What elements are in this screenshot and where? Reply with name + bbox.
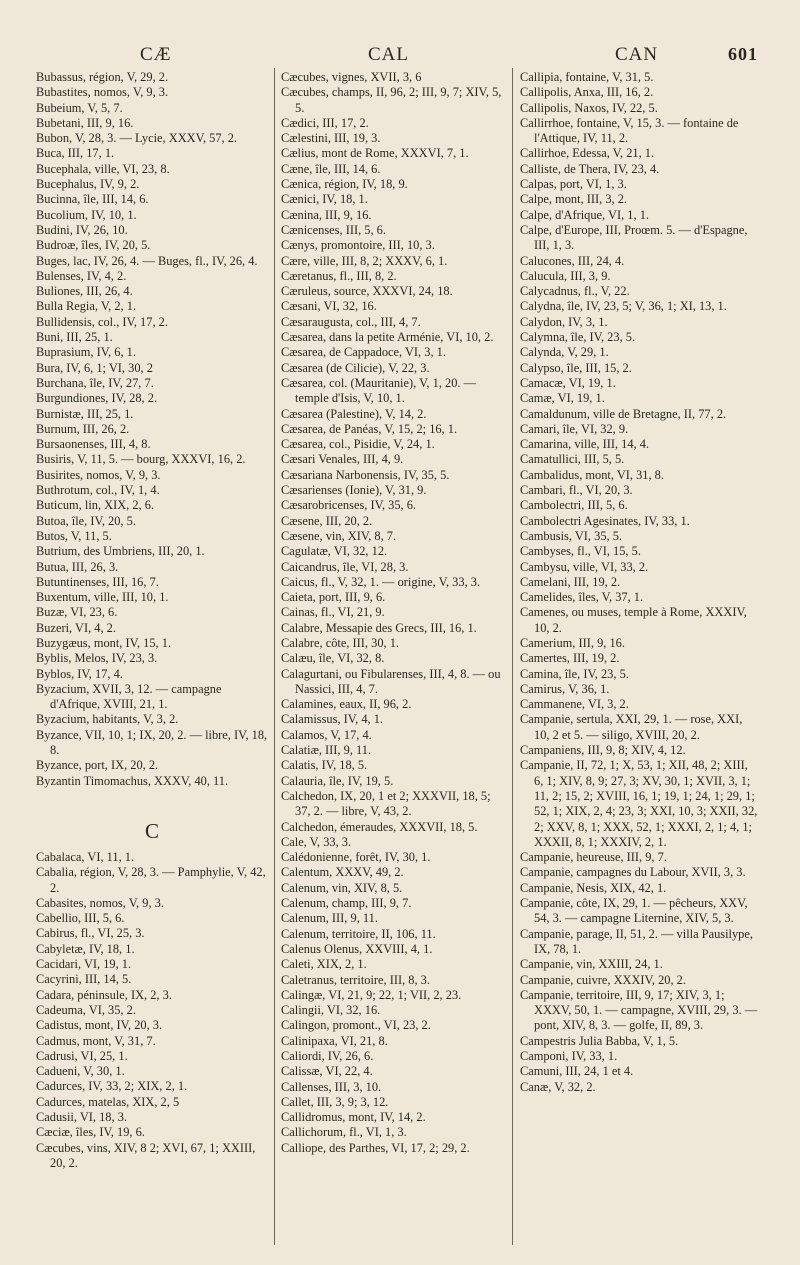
index-entry: Buges, lac, IV, 26, 4. — Buges, fl., IV, 26, 4. <box>36 253 258 268</box>
index-entry: Calatis, IV, 18, 5. <box>281 758 368 773</box>
index-entry: Camponi, IV, 33, 1. <box>520 1049 618 1063</box>
index-entry: Calpe, d'Afrique, VI, 1, 1. <box>520 207 649 222</box>
index-entry: Cacyrini, III, 14, 5. <box>36 972 132 987</box>
index-entry: Cæsarea, col. (Mauritanie), V, 1, 20. — temple d'Isis, V, 10, 1. <box>281 375 480 406</box>
index-entry: Cænina, III, 9, 16. <box>281 207 372 222</box>
index-entry: Caicandrus, île, VI, 28, 3. <box>281 559 409 574</box>
index-entry: Cæsariana Narbonensis, IV, 35, 5. <box>281 467 450 482</box>
index-entry: Cæsarea (de Cilicie), V, 22, 3. <box>281 360 430 375</box>
index-entry: Calingii, VI, 32, 16. <box>281 1003 381 1018</box>
index-entry: Camertes, III, 19, 2. <box>520 651 620 666</box>
index-entry: Caliordi, IV, 26, 6. <box>281 1049 374 1063</box>
index-entry: Camenes, ou muses, temple à Rome, XXXIV, 10, 2. <box>520 605 751 635</box>
index-entry: Cadueni, V, 30, 1. <box>36 1064 125 1079</box>
index-entry: Buprasium, IV, 6, 1. <box>36 345 136 360</box>
index-entry: Cære, ville, III, 8, 2; XXXV, 6, 1. <box>281 253 448 268</box>
index-entry: Bubeium, V, 5, 7. <box>36 100 123 115</box>
index-entry: Cæsaraugusta, col., III, 4, 7. <box>281 314 421 329</box>
index-entry: Camarina, ville, III, 14, 4. <box>520 437 650 452</box>
index-entry: Callichorum, fl., VI, 1, 3. <box>281 1125 407 1140</box>
index-entry: Buxentum, ville, III, 10, 1. <box>36 590 169 605</box>
index-entry: Burnistæ, III, 25, 1. <box>36 406 134 421</box>
index-entry: Cadusii, VI, 18, 3. <box>36 1110 127 1124</box>
index-column-1 <box>36 70 271 1255</box>
index-entry: Cæsarea (Palestine), V, 14, 2. <box>281 406 427 421</box>
index-entry: Cæcubes, vignes, XVII, 3, 6 <box>281 70 422 84</box>
index-entry: Calingon, promont., VI, 23, 2. <box>281 1018 431 1033</box>
index-entry: Bucephalus, IV, 9, 2. <box>36 177 140 192</box>
index-entry: Calenum, champ, III, 9, 7. <box>281 896 412 911</box>
index-entry: Cælius, mont de Rome, XXXVI, 7, 1. <box>281 146 469 161</box>
column-divider <box>512 68 513 1245</box>
index-entry: Calabre, côte, III, 30, 1. <box>281 635 400 650</box>
index-entry: Calpas, port, VI, 1, 3. <box>520 177 627 192</box>
index-entry: Byblis, Melos, IV, 23, 3. <box>36 651 158 666</box>
index-entry: Cæruleus, source, XXXVI, 24, 18. <box>281 284 453 299</box>
index-entry: Calpe, d'Europe, III, Proœm. 5. — d'Espagne, III, 1, 3. <box>520 222 751 253</box>
index-entry: Calpe, mont, III, 3, 2. <box>520 192 628 207</box>
index-entry: Byzance, VII, 10, 1; IX, 20, 2. — libre, IV, 18, 8. <box>36 727 271 758</box>
index-entry: Cæcubes, champs, II, 96, 2; III, 9, 7; XIV, 5, 5. <box>281 85 505 115</box>
index-entry: Camæ, VI, 19, 1. <box>520 391 605 406</box>
index-entry: Bubastites, nomos, V, 9, 3. <box>36 85 169 100</box>
index-entry: Buticum, lin, XIX, 2, 6. <box>36 498 155 513</box>
index-entry: Caleti, XIX, 2, 1. <box>281 957 367 972</box>
index-entry: Calymna, île, IV, 23, 5. <box>520 330 636 345</box>
index-entry: Calenum, vin, XIV, 8, 5. <box>281 880 403 895</box>
index-entry: Camuni, III, 24, 1 et 4. <box>520 1064 634 1079</box>
index-entry: Bubetani, III, 9, 16. <box>36 115 134 130</box>
index-entry: Campanie, côte, IX, 29, 1. — pêcheurs, XXV, 54, 3. — campagne Liternine, XIV, 5, 3. <box>520 896 751 926</box>
index-entry: Calenus Olenus, XXVIII, 4, 1. <box>281 941 433 956</box>
index-entry: Cabyletæ, IV, 18, 1. <box>36 941 135 956</box>
column-divider <box>274 68 275 1245</box>
index-entry: Callipolis, Naxos, IV, 22, 5. <box>520 100 658 115</box>
index-entry: Camelides, îles, V, 37, 1. <box>520 590 644 605</box>
index-entry: Bulla Regia, V, 2, 1. <box>36 299 137 314</box>
index-entry: Buliones, III, 26, 4. <box>36 284 133 299</box>
index-entry: Campaniens, III, 9, 8; XIV, 4, 12. <box>520 743 686 758</box>
index-entry: Cæretanus, fl., III, 8, 2. <box>281 268 397 283</box>
index-entry: Cacidari, VI, 19, 1. <box>36 957 132 972</box>
index-entry: Camina, île, IV, 23, 5. <box>520 666 629 681</box>
index-entry: Bulenses, IV, 4, 2. <box>36 268 127 283</box>
index-entry: Calenum, III, 9, 11. <box>281 911 378 926</box>
index-entry: Camelani, III, 19, 2. <box>520 574 621 589</box>
index-entry: Cæsarobricenses, IV, 35, 6. <box>281 498 417 513</box>
index-entry: Buzeri, VI, 4, 2. <box>36 620 116 635</box>
index-entry: Calypso, île, III, 15, 2. <box>520 360 632 375</box>
index-entry: Buca, III, 17, 1. <box>36 146 115 161</box>
index-entry: Campanie, parage, II, 51, 2. — villa Pausilype, IX, 78, 1. <box>520 926 757 956</box>
index-entry: Calynda, V, 29, 1. <box>520 345 609 360</box>
index-entry: Calamissus, IV, 4, 1. <box>281 712 383 727</box>
index-entry: Calédonienne, forêt, IV, 30, 1. <box>281 850 431 865</box>
index-entry: Camerium, III, 9, 16. <box>520 635 625 650</box>
index-entry: Cæsari Venales, III, 4, 9. <box>281 452 404 467</box>
index-entry: Byzantin Timomachus, XXXV, 40, 11. <box>36 773 229 788</box>
index-entry: Calabre, Messapie des Grecs, III, 16, 1. <box>281 620 477 635</box>
index-entry: Bursaonenses, III, 4, 8. <box>36 437 151 452</box>
index-column-2 <box>281 70 505 1255</box>
index-entry: Bucolium, IV, 10, 1. <box>36 207 137 222</box>
index-entry: Cagulatæ, VI, 32, 12. <box>281 544 388 559</box>
index-entry: Calissæ, VI, 22, 4. <box>281 1064 373 1079</box>
index-entry: Busirites, nomos, V, 9, 3. <box>36 467 161 482</box>
index-entry: Calauria, île, IV, 19, 5. <box>281 773 394 788</box>
index-entry: Calenum, territoire, II, 106, 11. <box>281 926 436 941</box>
index-entry: Calingæ, VI, 21, 9; 22, 1; VII, 2, 23. <box>281 987 462 1002</box>
index-entry: Calliste, de Thera, IV, 23, 4. <box>520 161 660 176</box>
index-entry: Cæciæ, îles, IV, 19, 6. <box>36 1125 145 1140</box>
index-entry: Buthrotum, col., IV, 1, 4. <box>36 483 160 498</box>
index-entry: Cæsarea, dans la petite Arménie, VI, 10, 2. <box>281 330 494 345</box>
index-entry: Campestris Julia Babba, V, 1, 5. <box>520 1033 679 1048</box>
index-entry: Cænici, IV, 18, 1. <box>281 192 368 207</box>
index-entry: Cabellio, III, 5, 6. <box>36 911 125 926</box>
index-entry: Cæcubes, vins, XIV, 8 2; XVI, 67, 1; XXIII, 20, 2. <box>36 1140 259 1170</box>
index-entry: Cænicenses, III, 5, 6. <box>281 222 386 237</box>
index-entry: Cadurces, matelas, XIX, 2, 5 <box>36 1094 180 1109</box>
index-entry: Caieta, port, III, 9, 6. <box>281 590 386 605</box>
index-column-3 <box>520 70 760 1255</box>
index-entry: Cainas, fl., VI, 21, 9. <box>281 605 385 620</box>
index-entry: Bullidensis, col., IV, 17, 2. <box>36 314 168 329</box>
index-entry: Calentum, XXXV, 49, 2. <box>281 865 404 880</box>
index-entry: Butuntinenses, III, 16, 7. <box>36 574 159 589</box>
index-entry: Camirus, V, 36, 1. <box>520 681 610 696</box>
index-entry: Cadara, péninsule, IX, 2, 3. <box>36 987 172 1002</box>
index-entry: Camaldunum, ville de Bretagne, II, 77, 2. <box>520 406 727 421</box>
index-entry: Cænica, région, IV, 18, 9. <box>281 177 408 192</box>
index-entry: Calucula, III, 3, 9. <box>520 268 611 283</box>
index-entry: Buzæ, VI, 23, 6. <box>36 605 118 620</box>
index-entry: Cæne, île, III, 14, 6. <box>281 161 381 176</box>
section-heading: C <box>144 818 159 843</box>
index-entry: Cambusis, VI, 35, 5. <box>520 528 622 543</box>
index-entry: Cæsarea, de Cappadoce, VI, 3, 1. <box>281 345 446 360</box>
running-head-center: CAL <box>368 44 409 65</box>
index-entry: Buzygæus, mont, IV, 15, 1. <box>36 635 172 650</box>
index-entry: Cambyses, fl., VI, 15, 5. <box>520 544 641 559</box>
index-entry: Burgundiones, IV, 28, 2. <box>36 391 158 406</box>
index-entry: Butos, V, 11, 5. <box>36 528 112 543</box>
index-entry: Calliope, des Parthes, VI, 17, 2; 29, 2. <box>281 1140 470 1155</box>
index-entry: Burchana, île, IV, 27, 7. <box>36 375 154 390</box>
index-entry: Cammanene, VI, 3, 2. <box>520 697 629 712</box>
index-entry: Campanie, cuivre, XXXIV, 20, 2. <box>520 972 686 987</box>
index-entry: Byzacium, XVII, 3, 12. — campagne d'Afrique, XVIII, 21, 1. <box>36 681 225 712</box>
index-entry: Calycadnus, fl., V, 22. <box>520 284 630 299</box>
page-number: 601 <box>728 44 758 64</box>
index-entry: Cabalia, région, V, 28, 3. — Pamphylie, V, 42, 2. <box>36 865 269 895</box>
index-entry: Caicus, fl., V, 32, 1. — origine, V, 33, 3. <box>281 574 481 589</box>
index-entry: Butoa, île, IV, 20, 5. <box>36 513 136 528</box>
running-head-left: CÆ <box>140 44 172 65</box>
running-head-right: CAN <box>615 44 659 65</box>
index-entry: Campanie, campagnes du Labour, XVII, 3, 3. <box>520 865 746 880</box>
index-entry: Calucones, III, 24, 4. <box>520 253 625 268</box>
index-entry: Callipia, fontaine, V, 31, 5. <box>520 70 654 84</box>
index-entry: Campanie, II, 72, 1; X, 53, 1; XII, 48, 2; XIII, 6, 1; XIV, 8, 9; 27, 3; XV, 30, 1; XVII, 3, 1; 11, 2; 15, 2; XVIII, 16, 1; 19, 1; 24, 1; 29, 1; 52, 1; XIX, 2, 4; 23, 3; XXI, 10, 3; XXII, 32, 2; XXV, 8, 1; XXX, 52, 1; XXXI, 2, 1; 4, 1; XXXII, 8, 1; XXXIV, 2, 1. <box>520 758 761 849</box>
index-entry: Byzance, port, IX, 20, 2. <box>36 758 159 773</box>
index-entry: Cambalidus, mont, VI, 31, 8. <box>520 467 664 482</box>
index-entry: Cæsarienses (Ionie), V, 31, 9. <box>281 483 427 498</box>
index-entry: Campanie, vin, XXIII, 24, 1. <box>520 957 663 972</box>
index-entry: Bura, IV, 6, 1; VI, 30, 2 <box>36 360 153 375</box>
index-entry: Campanie, heureuse, III, 9, 7. <box>520 850 667 865</box>
index-entry: Calamos, V, 17, 4. <box>281 727 372 742</box>
index-entry: Bucephala, ville, VI, 23, 8. <box>36 161 170 176</box>
index-entry: Callenses, III, 3, 10. <box>281 1079 382 1094</box>
index-entry: Cadrusi, VI, 25, 1. <box>36 1048 128 1063</box>
index-entry: Cæsene, vin, XIV, 8, 7. <box>281 528 397 543</box>
index-entry: Callidromus, mont, IV, 14, 2. <box>281 1110 426 1125</box>
index-entry: Cambari, fl., VI, 20, 3. <box>520 483 633 498</box>
index-entry: Calæu, île, VI, 32, 8. <box>281 651 385 666</box>
index-entry: Cambolectri, III, 5, 6. <box>520 498 628 513</box>
index-entry: Calamines, eaux, II, 96, 2. <box>281 697 412 712</box>
index-entry: Cadurces, IV, 33, 2; XIX, 2, 1. <box>36 1079 188 1094</box>
index-entry: Cædici, III, 17, 2. <box>281 115 369 130</box>
index-entry: Cæsarea, de Panéas, V, 15, 2; 16, 1. <box>281 421 458 436</box>
index-entry: Bucinna, île, III, 14, 6. <box>36 192 149 207</box>
index-entry: Cabirus, fl., VI, 25, 3. <box>36 926 145 941</box>
index-entry: Campanie, territoire, III, 9, 17; XIV, 3, 1; XXXV, 50, 1. — campagne, XVIII, 29, 3. — pont, XIV, 8, 3. — golfe, II, 89, 3. <box>520 987 761 1033</box>
index-entry: Buni, III, 25, 1. <box>36 330 113 345</box>
index-entry: Cænys, promontoire, III, 10, 3. <box>281 238 435 253</box>
index-entry: Campanie, sertula, XXI, 29, 1. — rose, XXI, 10, 2 et 5. — siligo, XVIII, 20, 2. <box>520 712 746 742</box>
index-entry: Calagurtani, ou Fibularenses, III, 4, 8. — ou Nassici, III, 4, 7. <box>281 666 504 696</box>
index-entry: Butua, III, 26, 3. <box>36 559 119 574</box>
index-entry: Burnum, III, 26, 2. <box>36 421 130 436</box>
index-entry: Budini, IV, 26, 10. <box>36 222 128 237</box>
index-entry: Cambolectri Agesinates, IV, 33, 1. <box>520 513 690 528</box>
index-entry: Cale, V, 33, 3. <box>281 834 352 849</box>
index-entry: Calydna, île, IV, 23, 5; V, 36, 1; XI, 13, 1. <box>520 299 727 314</box>
index-entry: Calchedon, IX, 20, 1 et 2; XXXVII, 18, 5; 37, 2. — libre, V, 43, 2. <box>281 788 494 819</box>
index-entry: Canæ, V, 32, 2. <box>520 1079 596 1094</box>
index-entry: Camari, île, VI, 32, 9. <box>520 421 629 436</box>
index-entry: Cæsani, VI, 32, 16. <box>281 299 377 314</box>
index-entry: Calatiæ, III, 9, 11. <box>281 743 372 758</box>
index-entry: Calchedon, émeraudes, XXXVII, 18, 5. <box>281 819 478 834</box>
index-entry: Callirhoe, Edessa, V, 21, 1. <box>520 146 655 161</box>
index-entry: Byzacium, habitants, V, 3, 2. <box>36 712 179 727</box>
index-entry: Byblos, IV, 17, 4. <box>36 666 123 681</box>
index-entry: Caletranus, territoire, III, 8, 3. <box>281 972 430 987</box>
index-entry: Bubon, V, 28, 3. — Lycie, XXXV, 57, 2. <box>36 131 238 146</box>
index-entry: Calydon, IV, 3, 1. <box>520 314 608 329</box>
index-entry: Cabalaca, VI, 11, 1. <box>36 849 135 864</box>
index-entry: Callet, III, 3, 9; 3, 12. <box>281 1094 389 1109</box>
index-entry: Cæsarea, col., Pisidie, V, 24, 1. <box>281 437 435 452</box>
index-entry: Cambysu, ville, VI, 33, 2. <box>520 559 649 574</box>
index-entry: Cælestini, III, 19, 3. <box>281 131 381 146</box>
index-entry: Cæsene, III, 20, 2. <box>281 513 373 528</box>
index-entry: Cabasites, nomos, V, 9, 3. <box>36 895 164 910</box>
index-entry: Cadistus, mont, IV, 20, 3. <box>36 1018 163 1033</box>
index-entry: Budroæ, îles, IV, 20, 5. <box>36 238 151 253</box>
index-entry: Callipolis, Anxa, III, 16, 2. <box>520 85 654 100</box>
index-entry: Camatullici, III, 5, 5. <box>520 452 625 467</box>
index-entry: Butrium, des Umbriens, III, 20, 1. <box>36 544 205 559</box>
index-entry: Camacæ, VI, 19, 1. <box>520 375 616 390</box>
index-entry: Cadmus, mont, V, 31, 7. <box>36 1033 156 1048</box>
index-entry: Bubassus, région, V, 29, 2. <box>36 70 169 84</box>
index-entry: Busiris, V, 11, 5. — bourg, XXXVI, 16, 2. <box>36 452 246 467</box>
index-entry: Callirrhoe, fontaine, V, 15, 3. — fontaine de l'Attique, IV, 11, 2. <box>520 115 742 146</box>
section-spacer <box>36 789 268 806</box>
index-entry: Cadeuma, VI, 35, 2. <box>36 1002 136 1017</box>
index-entry: Campanie, Nesis, XIX, 42, 1. <box>520 880 667 895</box>
index-entry: Calinipaxa, VI, 21, 8. <box>281 1033 388 1048</box>
